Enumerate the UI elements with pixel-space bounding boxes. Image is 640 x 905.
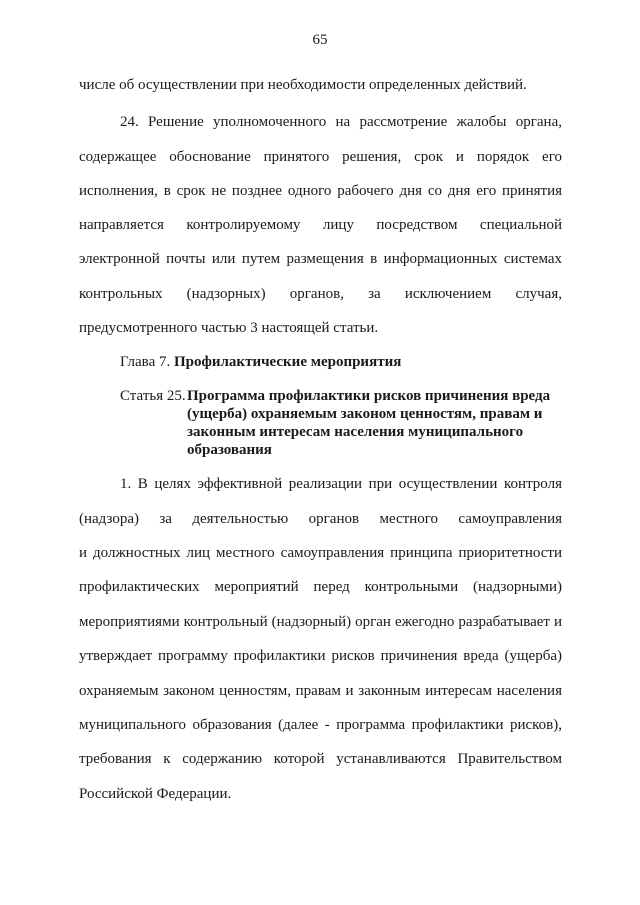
paragraph-line: предусмотренного частью 3 настоящей статьи. bbox=[79, 320, 379, 336]
paragraph-line: профилактических мероприятий перед контрольными (надзорными) bbox=[79, 579, 562, 595]
paragraph-line: исполнения, в срок не позднее одного рабочего дня со дня его принятия bbox=[79, 183, 562, 199]
paragraph-line: 24. Решение уполномоченного на рассмотрение жалобы органа, bbox=[120, 114, 562, 130]
paragraph-line: утверждает программу профилактики рисков причинения вреда (ущерба) bbox=[79, 648, 562, 664]
chapter-label: Глава 7. bbox=[120, 354, 171, 370]
article-title-line: законным интересам населения муниципального bbox=[187, 424, 524, 440]
article-title-line: (ущерба) охраняемым законом ценностям, правам и bbox=[187, 406, 543, 422]
paragraph-line: (надзора) за деятельностью органов местного самоуправления bbox=[79, 511, 562, 527]
paragraph-line: и должностных лиц местного самоуправления принципа приоритетности bbox=[79, 545, 562, 561]
paragraph-line: содержащее обоснование принятого решения, срок и порядок его bbox=[79, 149, 562, 165]
chapter-title: Профилактические мероприятия bbox=[173, 354, 402, 370]
paragraph-line: числе об осуществлении при необходимости определенных действий. bbox=[79, 77, 527, 93]
paragraph-line: мероприятиями контрольный (надзорный) орган ежегодно разрабатывает и bbox=[79, 614, 562, 630]
article-title-line: образования bbox=[187, 442, 272, 458]
page-number: 65 bbox=[312, 32, 328, 48]
paragraph-line: Российской Федерации. bbox=[79, 786, 232, 802]
paragraph-line: 1. В целях эффективной реализации при осуществлении контроля bbox=[120, 476, 562, 492]
paragraph-line: направляется контролируемому лицу посредством специальной bbox=[79, 217, 562, 233]
paragraph-line: электронной почты или путем размещения в информационных системах bbox=[79, 251, 562, 267]
paragraph-line: муниципального образования (далее - программа профилактики рисков), bbox=[79, 717, 562, 733]
chapter-heading bbox=[120, 353, 401, 371]
paragraph-line: требования к содержанию которой устанавливаются Правительством bbox=[79, 751, 562, 767]
paragraph-line: охраняемым законом ценностям, правам и законным интересам населения bbox=[79, 683, 562, 699]
article-title-line: Программа профилактики рисков причинения вреда bbox=[187, 388, 551, 404]
article-label: Статья 25. bbox=[120, 388, 186, 404]
paragraph-line: контрольных (надзорных) органов, за исключением случая, bbox=[79, 286, 562, 302]
